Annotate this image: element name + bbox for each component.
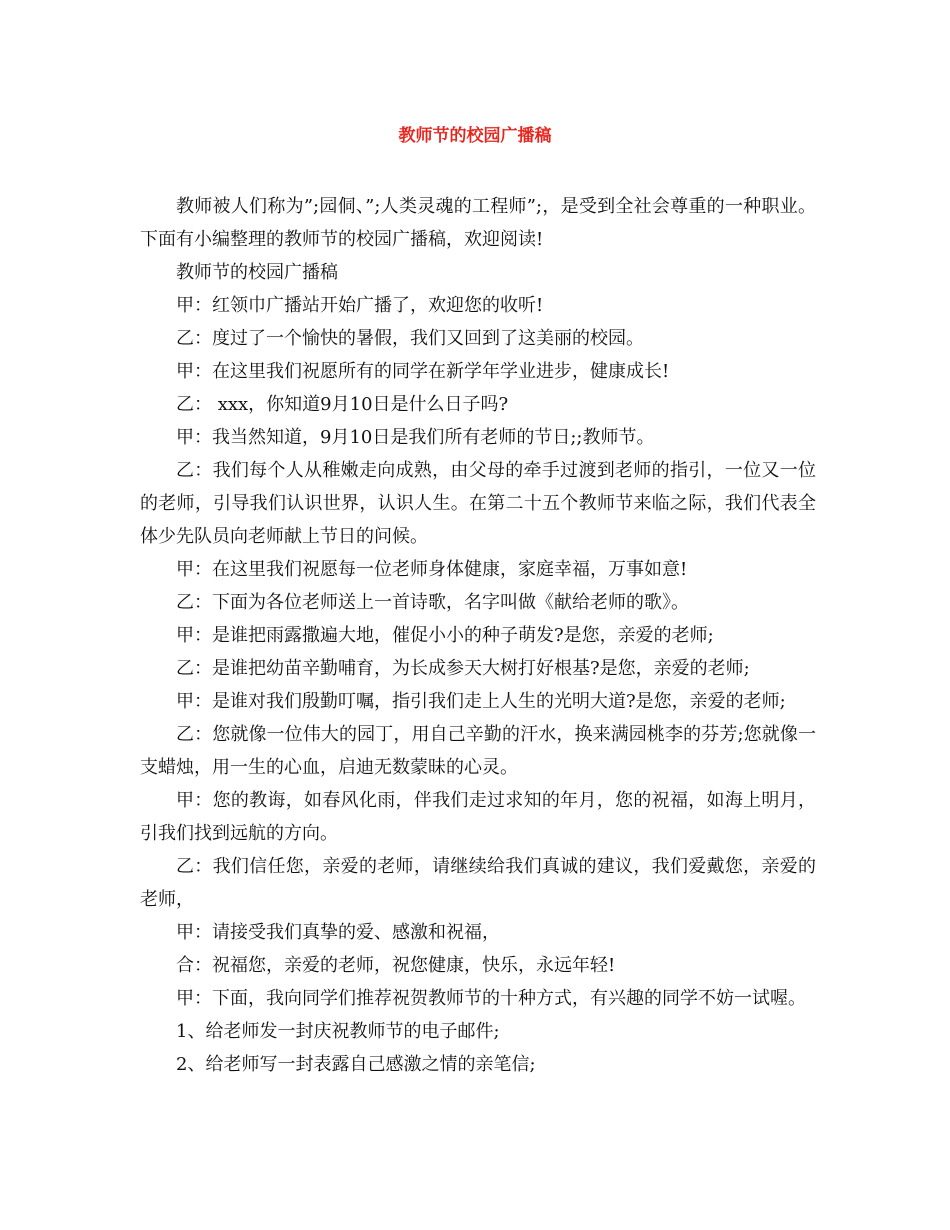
- paragraph: 甲：请接受我们真挚的爱、感激和祝福，: [176, 922, 500, 943]
- paragraph: 教师被人们称为”;园侗、”;人类灵魂的工程师”;，是受到全社会尊重的一种职业。下面有小编整理的教师节的校园广播稿，欢迎阅读!: [140, 196, 816, 250]
- paragraph: 合：祝福您，亲爱的老师，祝您健康，快乐，永远年轻!: [176, 955, 616, 976]
- paragraph: 甲：是谁把雨露撒遍大地，催促小小的种子萌发?是您，亲爱的老师;: [176, 625, 714, 646]
- paragraph: 1、给老师发一封庆祝教师节的电子邮件;: [176, 1021, 500, 1042]
- document-title: 教师节的校园广播稿: [398, 126, 552, 146]
- paragraph: 乙：我们每个人从稚嫩走向成熟，由父母的牵手过渡到老师的指引，一位又一位的老师，引导我们认识世界，认识人生。在第二十五个教师节来临之际，我们代表全体少先队员向老师献上节日的问候。: [140, 460, 816, 547]
- paragraph: 甲：是谁对我们殷勤叮嘱，指引我们走上人生的光明大道?是您，亲爱的老师;: [176, 691, 786, 712]
- paragraph: 乙： xxx，你知道9月10日是什么日子吗?: [176, 394, 509, 415]
- paragraph: 甲：下面，我向同学们推荐祝贺教师节的十种方式，有兴趣的同学不妨一试喔。: [176, 988, 806, 1009]
- paragraph: 2、给老师写一封表露自己感激之情的亲笔信;: [176, 1054, 536, 1075]
- document-body: [140, 190, 816, 1081]
- paragraph: 乙：度过了一个愉快的暑假，我们又回到了这美丽的校园。: [176, 328, 644, 349]
- paragraph: 甲：红领巾广播站开始广播了，欢迎您的收听!: [176, 295, 544, 316]
- paragraph: 乙：您就像一位伟大的园丁，用自己辛勤的汗水，换来满园桃李的芬芳;您就像一支蜡烛，用一生的心血，启迪无数蒙昧的心灵。: [140, 724, 816, 778]
- paragraph: 甲：您的教诲，如春风化雨，伴我们走过求知的年月，您的祝福，如海上明月，引我们找到远航的方向。: [140, 790, 816, 844]
- paragraph: 甲：在这里我们祝愿每一位老师身体健康，家庭幸福，万事如意!: [176, 559, 688, 580]
- paragraph: 乙：我们信任您，亲爱的老师，请继续给我们真诚的建议，我们爱戴您，亲爱的老师，: [140, 856, 816, 910]
- paragraph: 甲：我当然知道，9月10日是我们所有老师的节日;;教师节。: [176, 427, 655, 448]
- paragraph: 乙：下面为各位老师送上一首诗歌，名字叫做《献给老师的歌》。: [176, 592, 689, 613]
- paragraph: 教师节的校园广播稿: [176, 262, 338, 283]
- paragraph: 乙：是谁把幼苗辛勤哺育，为长成参天大树打好根基?是您，亲爱的老师;: [176, 658, 750, 679]
- paragraph: 甲：在这里我们祝愿所有的同学在新学年学业进步，健康成长!: [176, 361, 670, 382]
